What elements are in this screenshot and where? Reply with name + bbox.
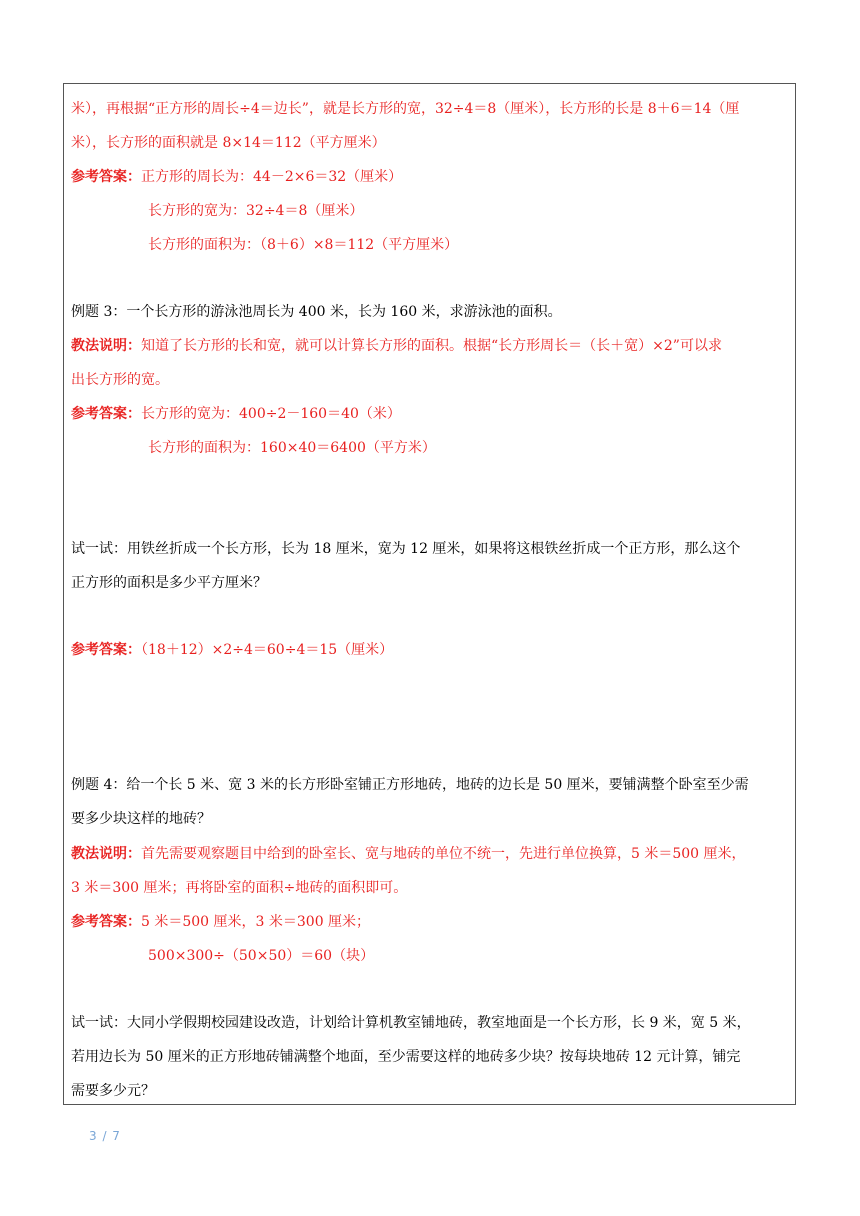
method-label: 教法说明：	[71, 338, 141, 354]
answer-text: 5 米＝500 厘米，3 米＝300 厘米；	[141, 914, 371, 930]
answer-label: 参考答案：	[71, 914, 141, 930]
answer-text: （18＋12）×2÷4＝60÷4＝15（厘米）	[141, 642, 394, 658]
answer-text: 长方形的宽为：32÷4＝8（厘米）	[148, 203, 364, 219]
method-label: 教法说明：	[71, 846, 141, 862]
example-3-question: 例题 3：一个长方形的游泳池周长为 400 米，长为 160 米，求游泳池的面积。	[71, 304, 562, 320]
method-block-4	[71, 844, 746, 864]
answer-text: 长方形的宽为：400÷2－160＝40（米）	[141, 406, 401, 422]
method-text: 首先需要观察题目中给到的卧室长、宽与地砖的单位不统一，先进行单位换算，5 米＝500 厘米，	[141, 846, 746, 862]
method-block-3	[71, 336, 722, 356]
try-it-1-answer	[71, 640, 393, 660]
solution-text-line-1: 米），再根据“正方形的周长÷4＝边长”，就是长方形的宽，32÷4＝8（厘米），长方形的长是 8＋6＝14（厘	[71, 101, 740, 117]
try-it-2-line-3: 需要多少元？	[71, 1083, 155, 1099]
method-text: 知道了长方形的长和宽，就可以计算长方形的面积。根据“长方形周长＝（长＋宽）×2”可以求	[141, 338, 722, 354]
try-it-2-line-1: 试一试：大同小学假期校园建设改造，计划给计算机教室铺地砖，教室地面是一个长方形，长 9 米，宽 5 米，	[71, 1015, 751, 1031]
answer-text: 长方形的面积为：160×40＝6400（平方米）	[148, 440, 436, 456]
try-it-1-line-2: 正方形的面积是多少平方厘米？	[71, 575, 267, 591]
try-it-2-line-2: 若用边长为 50 厘米的正方形地砖铺满整个地面，至少需要这样的地砖多少块？按每块地砖 12 元计算，铺完	[71, 1049, 741, 1065]
answer-block-3	[71, 404, 401, 424]
answer-text: 长方形的面积为：（8＋6）×8＝112（平方厘米）	[148, 237, 459, 253]
try-it-1-line-1: 试一试：用铁丝折成一个长方形，长为 18 厘米，宽为 12 厘米，如果将这根铁丝折成一个正方形，那么这个	[71, 541, 741, 557]
answer-text: 500×300÷（50×50）＝60（块）	[148, 948, 375, 964]
example-4-line-1: 例题 4：给一个长 5 米、宽 3 米的长方形卧室铺正方形地砖，地砖的边长是 50 厘米，要铺满整个卧室至少需	[71, 777, 749, 793]
page-number: 3 / 7	[89, 1129, 121, 1143]
answer-label: 参考答案：	[71, 169, 141, 185]
method-text: 出长方形的宽。	[71, 372, 169, 388]
example-4-line-2: 要多少块这样的地砖？	[71, 811, 211, 827]
answer-text: 正方形的周长为：44－2×6＝32（厘米）	[141, 169, 403, 185]
answer-label: 参考答案：	[71, 642, 141, 658]
method-text: 3 米＝300 厘米；再将卧室的面积÷地砖的面积即可。	[71, 880, 408, 896]
answer-label: 参考答案：	[71, 406, 141, 422]
answer-block-4	[71, 912, 370, 932]
solution-text-line-2: 米），长方形的面积就是 8×14＝112（平方厘米）	[71, 135, 386, 151]
answer-block-1	[71, 167, 402, 187]
